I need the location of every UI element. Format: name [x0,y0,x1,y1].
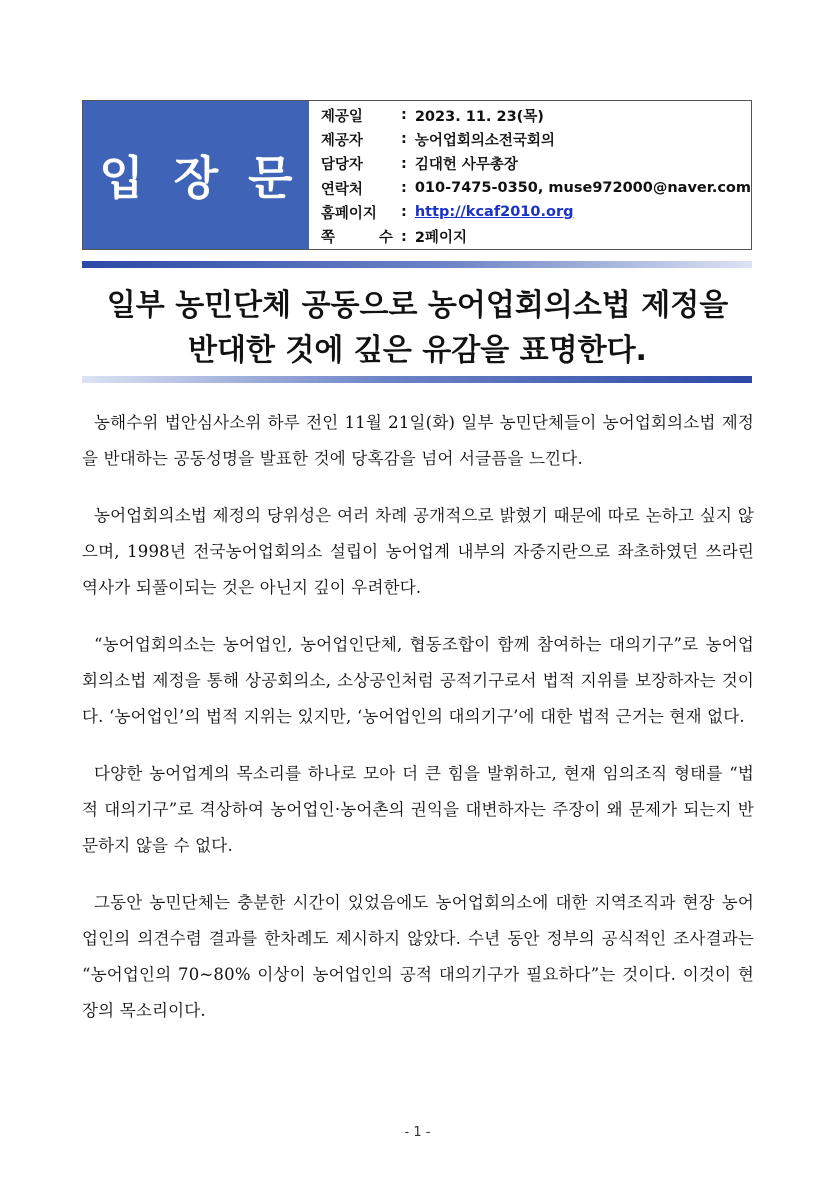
info-label: 제공일 [320,108,363,125]
headline-line-1: 일부 농민단체 공동으로 농어업회의소법 제정을 [106,288,729,323]
info-label: 연락처 [320,181,363,198]
body-paragraph-2: 농어업회의소법 제정의 당위성은 여러 차례 공개적으로 밝혔기 때문에 따로 논하고 싶지 않으며, 1998년 전국농어업회의소 설립이 농어업계 내부의 자중지란으로 좌초하였던 쓰라린 역사가 되풀이되는 것은 아닌지 깊이 우려한다. [82,506,754,597]
statement-stamp [83,101,323,249]
info-row-contact-person [321,152,751,176]
headline-line-2: 반대한 것에 깊은 유감을 표명한다. [188,333,647,368]
info-row-pages [321,224,751,248]
headline [60,283,775,373]
headline-top-divider [82,261,752,268]
info-label: 제공자 [320,132,363,149]
info-colon: : [400,107,407,124]
info-value-phone-email: 010-7475-0350, muse972000@naver.com [414,180,751,197]
homepage-link[interactable]: http://kcaf2010.org [414,204,574,221]
body-paragraph-1: 농해수위 법안심사소위 하루 전인 11월 21일(화) 일부 농민단체들이 농어업회의소법 제정을 반대하는 공동성명을 발표한 것에 당혹감을 넘어 서글픔을 느낀다. [82,413,754,468]
info-row-provider [321,127,751,151]
release-info [309,101,751,249]
statement-stamp-text: 입장문 [99,151,323,205]
info-label: 담당자 [320,157,363,174]
info-value-contact-person: 김대헌 사무총장 [414,157,518,174]
page-number: - 1 - [404,1125,431,1140]
info-label: 쪽 수 [320,230,393,247]
statement-body [82,405,754,1050]
press-header-box [82,100,752,250]
info-row-homepage [321,200,751,224]
info-colon: : [400,180,407,197]
info-colon: : [400,155,407,172]
info-value-date: 2023. 11. 23(목) [414,108,544,125]
info-value-provider: 농어업회의소전국회의 [414,132,555,149]
body-paragraph-3: “농어업회의소는 농어업인, 농어업인단체, 협동조합이 함께 참여하는 대의기구”로 농어업회의소법 제정을 통해 상공회의소, 소상공인처럼 공적기구로서 법적 지위를 보장하자는 것이다. ‘농어업인’의 법적 지위는 있지만, ‘농어업인의 대의기구’에 대한 법적 근거는 현재 없다. [82,635,754,726]
info-colon: : [400,204,407,221]
info-label: 홈페이지 [320,205,377,222]
body-paragraph-4: 다양한 농어업계의 목소리를 하나로 모아 더 큰 힘을 발휘하고, 현재 임의조직 형태를 “법적 대의기구”로 격상하여 농어업인·농어촌의 권익을 대변하자는 주장이 왜 문제가 되는지 반문하지 않을 수 없다. [82,764,754,855]
headline-bottom-divider [82,376,752,383]
info-row-phone-email [321,176,751,200]
info-colon: : [400,228,407,245]
info-value-pages: 2페이지 [414,230,467,247]
body-paragraph-5: 그동안 농민단체는 충분한 시간이 있었음에도 농어업회의소에 대한 지역조직과 현장 농어업인의 의견수렴 결과를 한차례도 제시하지 않았다. 수년 동안 정부의 공식적인 조사결과는 “농어업인의 70~80% 이상이 농어업인의 공적 대의기구가 필요하다”는 것이다. 이것이 현장의 목소리이다. [82,893,754,1020]
info-colon: : [400,131,407,148]
info-row-date [321,103,751,127]
